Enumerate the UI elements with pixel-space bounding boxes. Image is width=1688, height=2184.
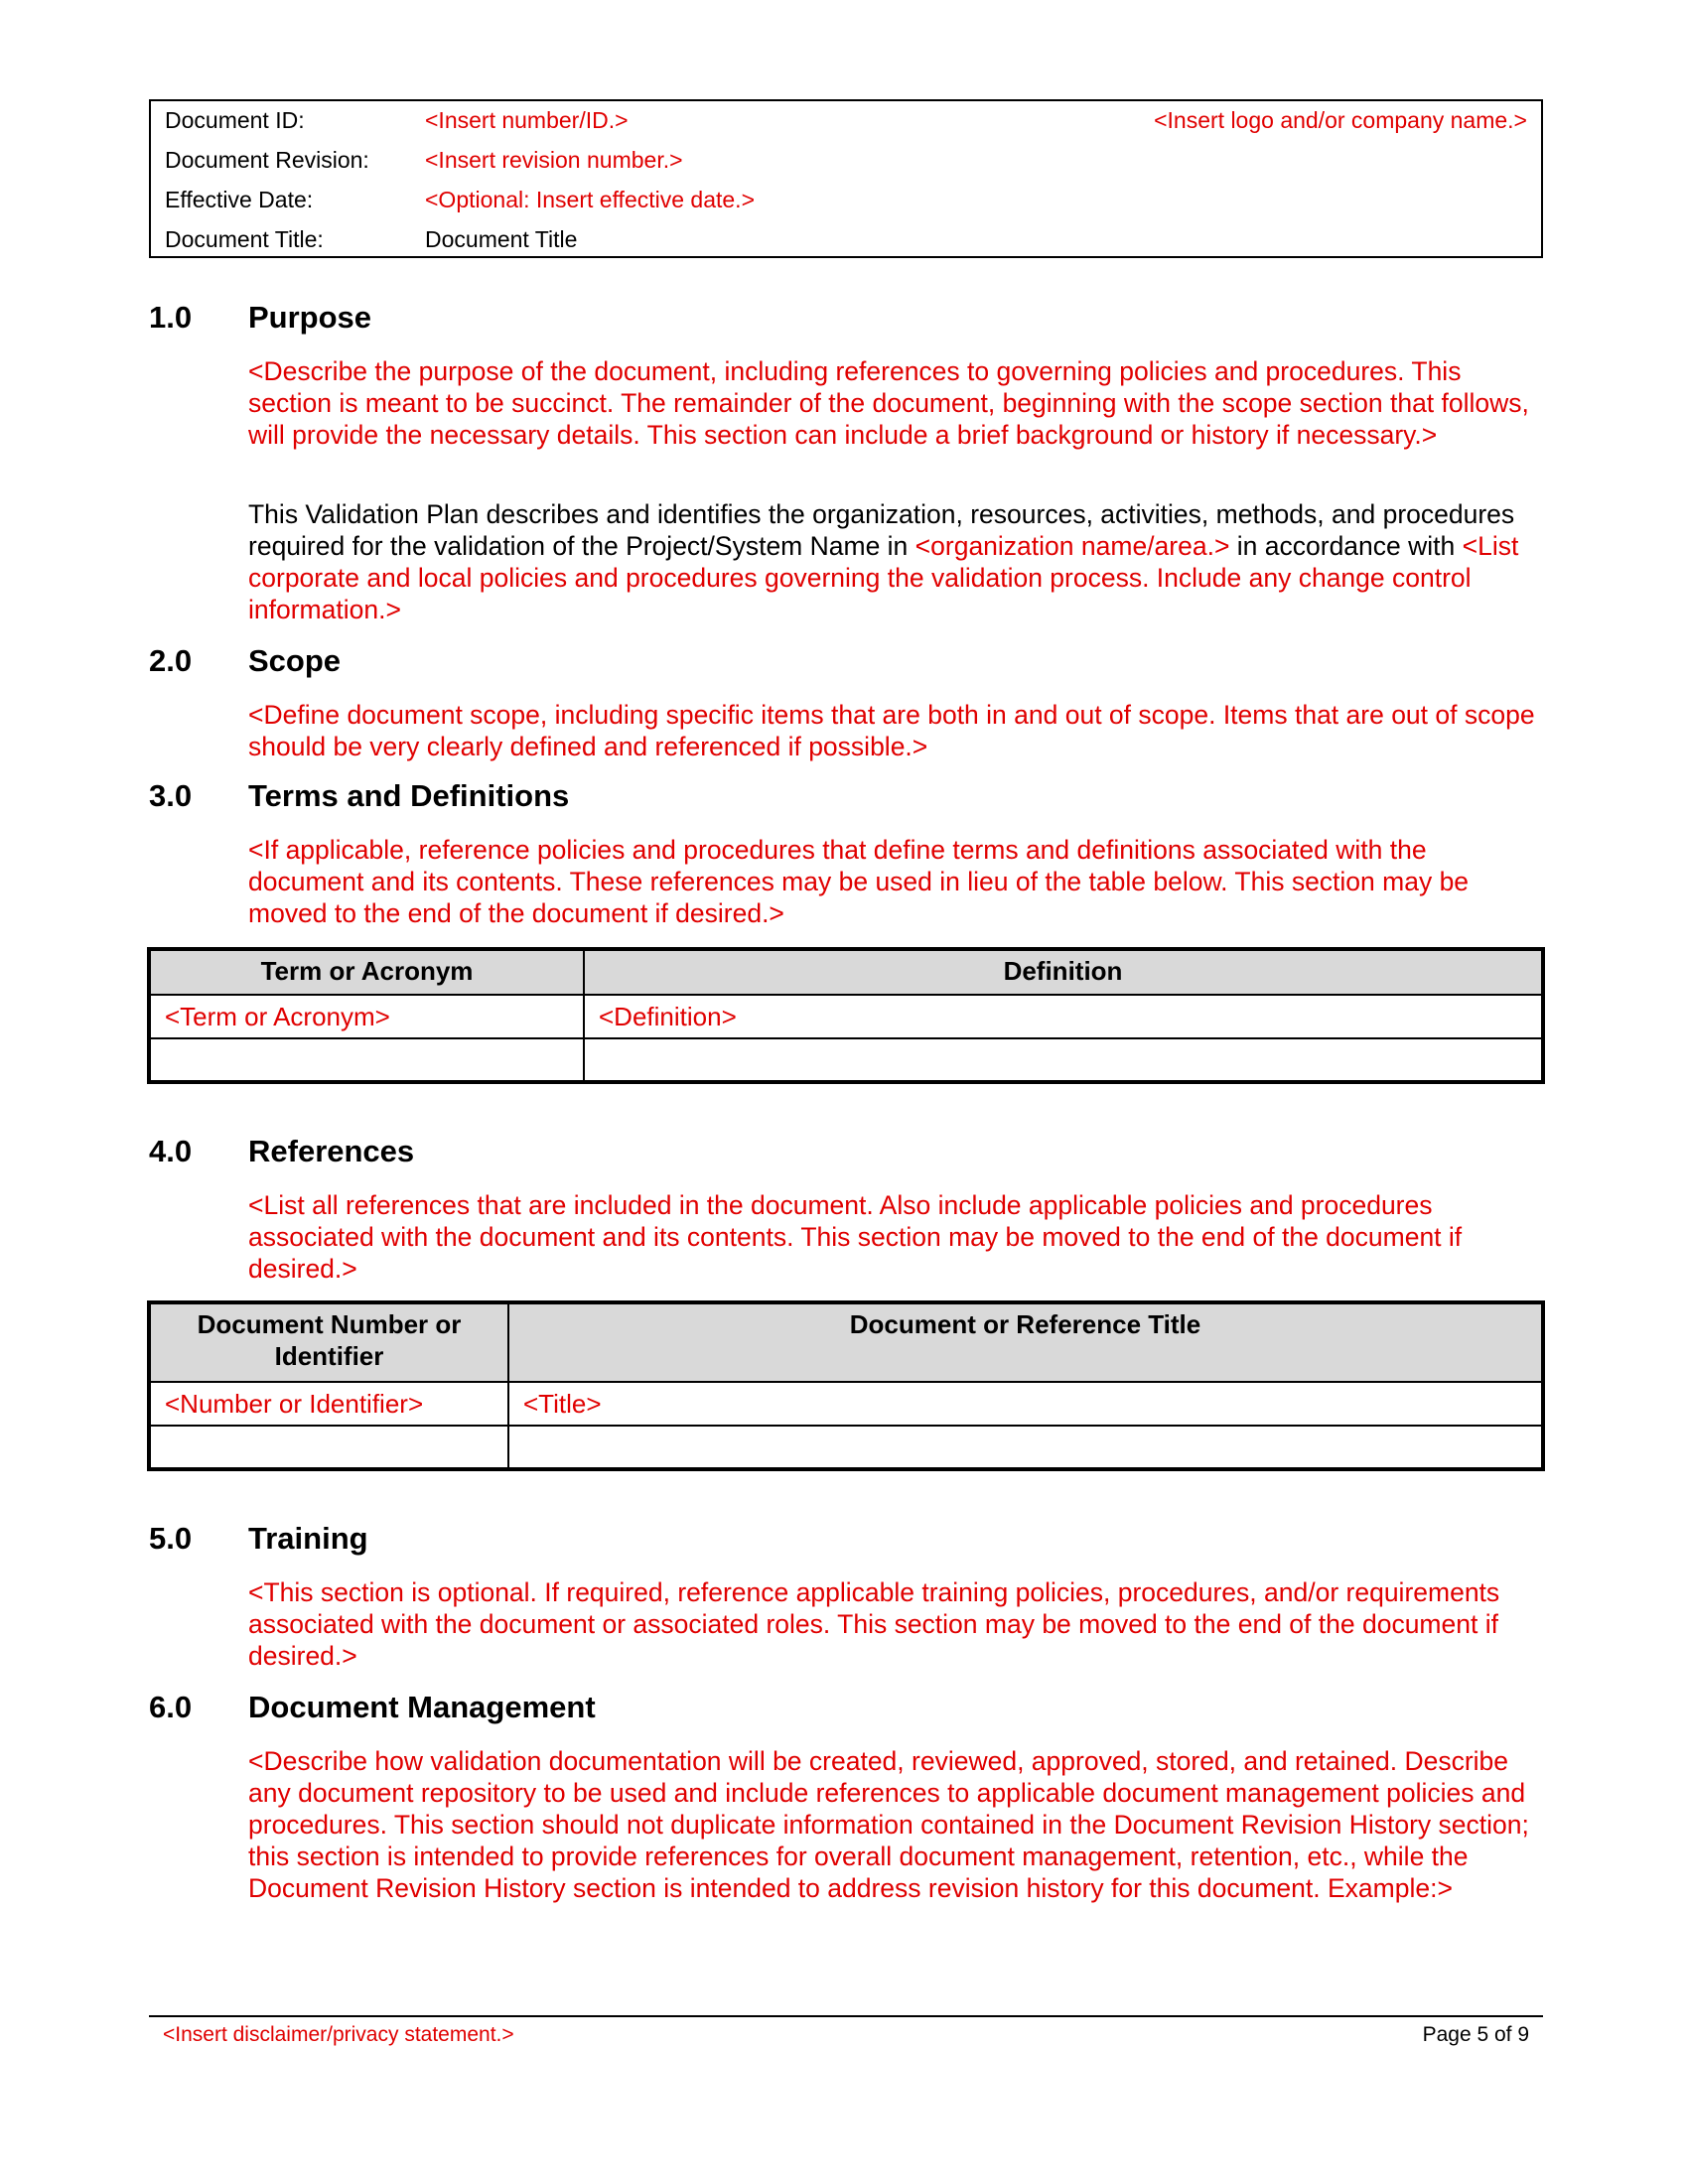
table-header: Definition <box>584 949 1543 995</box>
section-title: Document Management <box>248 1690 596 1724</box>
header-value: <Insert number/ID.> <box>425 107 629 133</box>
header-value: Document Title <box>425 226 578 252</box>
header-value: <Optional: Insert effective date.> <box>425 187 756 212</box>
document-header <box>149 99 1543 258</box>
header-label: Document Revision: <box>165 147 369 173</box>
section-title: Terms and Definitions <box>248 778 570 813</box>
table-row <box>149 1426 1543 1469</box>
footer-divider <box>149 2015 1543 2017</box>
table-cell: <Term or Acronym> <box>149 995 584 1038</box>
terms-paragraph: <If applicable, reference policies and procedures that define terms and definitions associated with the document and its contents. These references may be used in lieu of the table below. This section may be moved to the end of the document if desired.> <box>248 835 1470 928</box>
section-title: References <box>248 1134 415 1168</box>
table-cell: <Number or Identifier> <box>149 1382 508 1426</box>
section-number: 3.0 <box>149 778 193 813</box>
footer-page-number: Page 5 of 9 <box>1422 2023 1529 2046</box>
section-title: Purpose <box>248 300 372 335</box>
document-management-paragraph: <Describe how validation documentation will be created, reviewed, approved, stored, and retained. Describe any document repository to be used and include references to applicable document management policies and procedures. This section should not duplicate information contained in the Document Revision History section; this section is intended to provide references for overall document management, retention, etc., while the Document Revision History section is intended to address revision history for this document. Example:> <box>248 1746 1529 1903</box>
section-number: 4.0 <box>149 1134 193 1168</box>
header-label: Effective Date: <box>165 187 314 212</box>
validation-plan-paragraph <box>248 498 1549 625</box>
text-run: <List corporate and local policies and procedures governing the validation process. Include any change control information.> <box>248 531 1519 624</box>
table-row <box>149 1382 1543 1426</box>
table-cell <box>149 1426 508 1469</box>
header-value-id <box>425 105 629 135</box>
header-label: Document Title: <box>165 226 324 252</box>
footer-disclaimer: <Insert disclaimer/privacy statement.> <box>163 2023 514 2046</box>
logo-placeholder: <Insert logo and/or company name.> <box>1154 107 1527 133</box>
text-run: This Validation Plan describes and identifies the organization, resources, activities, methods, and procedures required for the validation of the Project/System Name in <box>248 499 1515 561</box>
header-row-id <box>165 105 305 135</box>
section-number: 2.0 <box>149 643 193 678</box>
table-cell: <Definition> <box>584 995 1543 1038</box>
header-row-effective-date <box>165 185 313 214</box>
header-row-revision <box>165 145 369 175</box>
training-paragraph: <This section is optional. If required, reference applicable training policies, procedures, and/or requirements associated with the document or associated roles. This section may be moved to the end of the document if desired.> <box>248 1577 1500 1671</box>
table-row <box>149 1038 1543 1082</box>
header-label: Document ID: <box>165 107 305 133</box>
table-row <box>149 995 1543 1038</box>
table-header: Term or Acronym <box>149 949 584 995</box>
references-paragraph: <List all references that are included in the document. Also include applicable policies and procedures associated with the document and its contents. This section may be moved to the end of the document if desired.> <box>248 1190 1463 1284</box>
section-number: 1.0 <box>149 300 193 335</box>
text-run: <organization name/area.> <box>914 531 1230 561</box>
header-value: <Insert revision number.> <box>425 147 683 173</box>
text-run: in accordance with <box>1229 531 1463 561</box>
table-cell: <Title> <box>508 1382 1543 1426</box>
purpose-paragraph: <Describe the purpose of the document, including references to governing policies and procedures. This section is meant to be succinct. The remainder of the document, beginning with the scope section that follows, will provide the necessary details. This section can include a brief background or history if necessary.> <box>248 356 1529 450</box>
table-cell <box>584 1038 1543 1082</box>
section-title: Scope <box>248 643 342 678</box>
table-cell <box>508 1426 1543 1469</box>
table-cell <box>149 1038 584 1082</box>
section-number: 6.0 <box>149 1690 193 1724</box>
header-row-title <box>165 224 324 254</box>
table-header: Document Number or Identifier <box>149 1302 508 1382</box>
terms-table <box>147 947 1545 1084</box>
table-header: Document or Reference Title <box>508 1302 1543 1382</box>
references-table <box>147 1300 1545 1471</box>
header-value-title <box>425 224 577 254</box>
header-value-revision <box>425 145 683 175</box>
header-value-effective-date <box>425 185 755 214</box>
section-number: 5.0 <box>149 1521 193 1556</box>
section-title: Training <box>248 1521 368 1556</box>
scope-paragraph: <Define document scope, including specific items that are both in and out of scope. Items that are out of scope should be very clearly defined and referenced if possible.> <box>248 700 1535 761</box>
